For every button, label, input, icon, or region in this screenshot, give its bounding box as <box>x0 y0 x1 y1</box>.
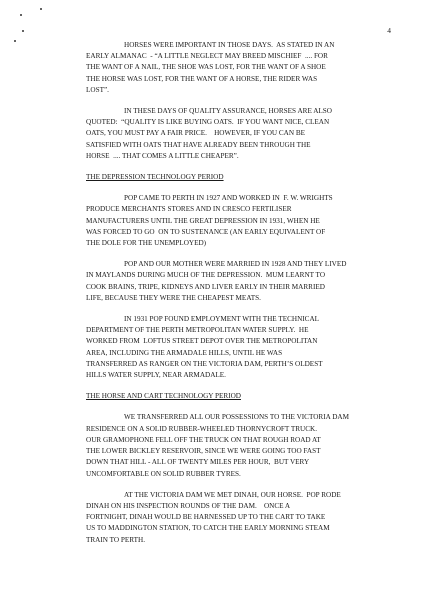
paragraph-line: WAS FORCED TO GO ON TO SUSTENANCE (AN EARLY EQUIVALENT OF <box>86 227 326 236</box>
paragraph-line: US TO MADDINGTON STATION, TO CATCH THE EARLY MORNING STEAM <box>86 524 330 533</box>
paragraph-line: IN THESE DAYS OF QUALITY ASSURANCE, HORSES ARE ALSO <box>124 107 332 116</box>
paragraph-line: RESIDENCE ON A SOLID RUBBER-WHEELED THORNYCROFT TRUCK. <box>86 424 318 433</box>
paragraph-line: WORKED FROM LOFTUS STREET DEPOT OVER THE METROPOLITAN <box>86 337 318 346</box>
paragraph <box>86 40 386 96</box>
paragraph-line: AREA, INCLUDING THE ARMADALE HILLS, UNTIL HE WAS <box>86 348 283 357</box>
scan-speck <box>14 40 16 42</box>
paragraph-line: DEPARTMENT OF THE PERTH METROPOLITAN WATER SUPPLY. HE <box>86 326 309 335</box>
paragraph <box>86 259 386 304</box>
paragraph-line: THE WANT OF A NAIL, THE SHOE WAS LOST, FOR THE WANT OF A SHOE <box>86 63 326 72</box>
paragraph-line: TRANSFERRED AS RANGER ON THE VICTORIA DAM, PERTH’S OLDEST <box>86 359 323 368</box>
paragraph <box>86 193 386 249</box>
paragraph-line: THE HORSE WAS LOST, FOR THE WANT OF A HORSE, THE RIDER WAS <box>86 74 318 83</box>
paragraph <box>86 412 386 479</box>
paragraph-line: LIFE, BECAUSE THEY WERE THE CHEAPEST MEATS. <box>86 293 261 302</box>
paragraph-line: HORSE .... THAT COMES A LITTLE CHEAPER”. <box>86 151 239 160</box>
paragraph-line: PRODUCE MERCHANTS STORES AND IN CRESCO FERTILISER <box>86 205 292 214</box>
paragraph-line: HORSES WERE IMPORTANT IN THOSE DAYS. AS STATED IN AN <box>124 41 335 49</box>
paragraph-line: HILLS WATER SUPPLY, NEAR ARMADALE. <box>86 371 226 380</box>
paragraph-line: DINAH ON HIS INSPECTION ROUNDS OF THE DAM. ONCE A <box>86 501 291 510</box>
paragraph-line: IN MAYLANDS DURING MUCH OF THE DEPRESSION. MUM LEARNT TO <box>86 271 326 280</box>
paragraph <box>86 106 386 162</box>
paragraph <box>86 314 386 381</box>
paragraph-line: MANUFACTURERS UNTIL THE GREAT DEPRESSION IN 1931, WHEN HE <box>86 216 320 225</box>
paragraph-line: OUR GRAMOPHONE FELL OFF THE TRUCK ON THAT ROUGH ROAD AT <box>86 435 321 444</box>
paragraph <box>86 490 386 546</box>
paragraph-line: THE DOLE FOR THE UNEMPLOYED) <box>86 239 207 248</box>
section-heading: THE DEPRESSION TECHNOLOGY PERIOD <box>86 173 224 182</box>
scan-speck <box>40 8 42 10</box>
paragraph-line: EARLY ALMANAC - “A LITTLE NEGLECT MAY BREED MISCHIEF .... FOR <box>86 52 328 61</box>
paragraph-line: QUOTED: “QUALITY IS LIKE BUYING OATS. IF YOU WANT NICE, CLEAN <box>86 118 330 127</box>
paragraph-line: LOST”. <box>86 85 109 94</box>
document-body <box>86 40 386 556</box>
paragraph-line: UNCOMFORTABLE ON SOLID RUBBER TYRES. <box>86 469 241 478</box>
paragraph-line: POP CAME TO PERTH IN 1927 AND WORKED IN F. W. WRIGHTS <box>124 194 333 203</box>
paragraph-line: POP AND OUR MOTHER WERE MARRIED IN 1928 AND THEY LIVED <box>124 260 347 269</box>
section-heading: THE HORSE AND CART TECHNOLOGY PERIOD <box>86 392 241 401</box>
paragraph-line: TRAIN TO PERTH. <box>86 535 146 544</box>
paragraph-line: COOK BRAINS, TRIPE, KIDNEYS AND LIVER EARLY IN THEIR MARRIED <box>86 282 325 291</box>
paragraph-line: FORTNIGHT, DINAH WOULD BE HARNESSED UP TO THE CART TO TAKE <box>86 513 326 522</box>
paragraph-line: SATISFIED WITH OATS THAT HAVE ALREADY BEEN THROUGH THE <box>86 140 311 149</box>
paragraph-line: WE TRANSFERRED ALL OUR POSSESSIONS TO THE VICTORIA DAM <box>124 413 349 422</box>
paragraph-line: IN 1931 POP FOUND EMPLOYMENT WITH THE TECHNICAL <box>124 315 320 324</box>
paragraph-line: OATS, YOU MUST PAY A FAIR PRICE. HOWEVER, IF YOU CAN BE <box>86 129 306 138</box>
paragraph-line: DOWN THAT HILL - ALL OF TWENTY MILES PER HOUR, BUT VERY <box>86 458 310 467</box>
scan-speck <box>22 30 24 32</box>
paragraph-line: THE LOWER BICKLEY RESERVOIR, SINCE WE WERE GOING TOO FAST <box>86 447 321 456</box>
paragraph-line: AT THE VICTORIA DAM WE MET DINAH, OUR HORSE. POP RODE <box>124 490 341 499</box>
scan-speck <box>20 14 22 16</box>
page-number: 4 <box>387 26 391 35</box>
